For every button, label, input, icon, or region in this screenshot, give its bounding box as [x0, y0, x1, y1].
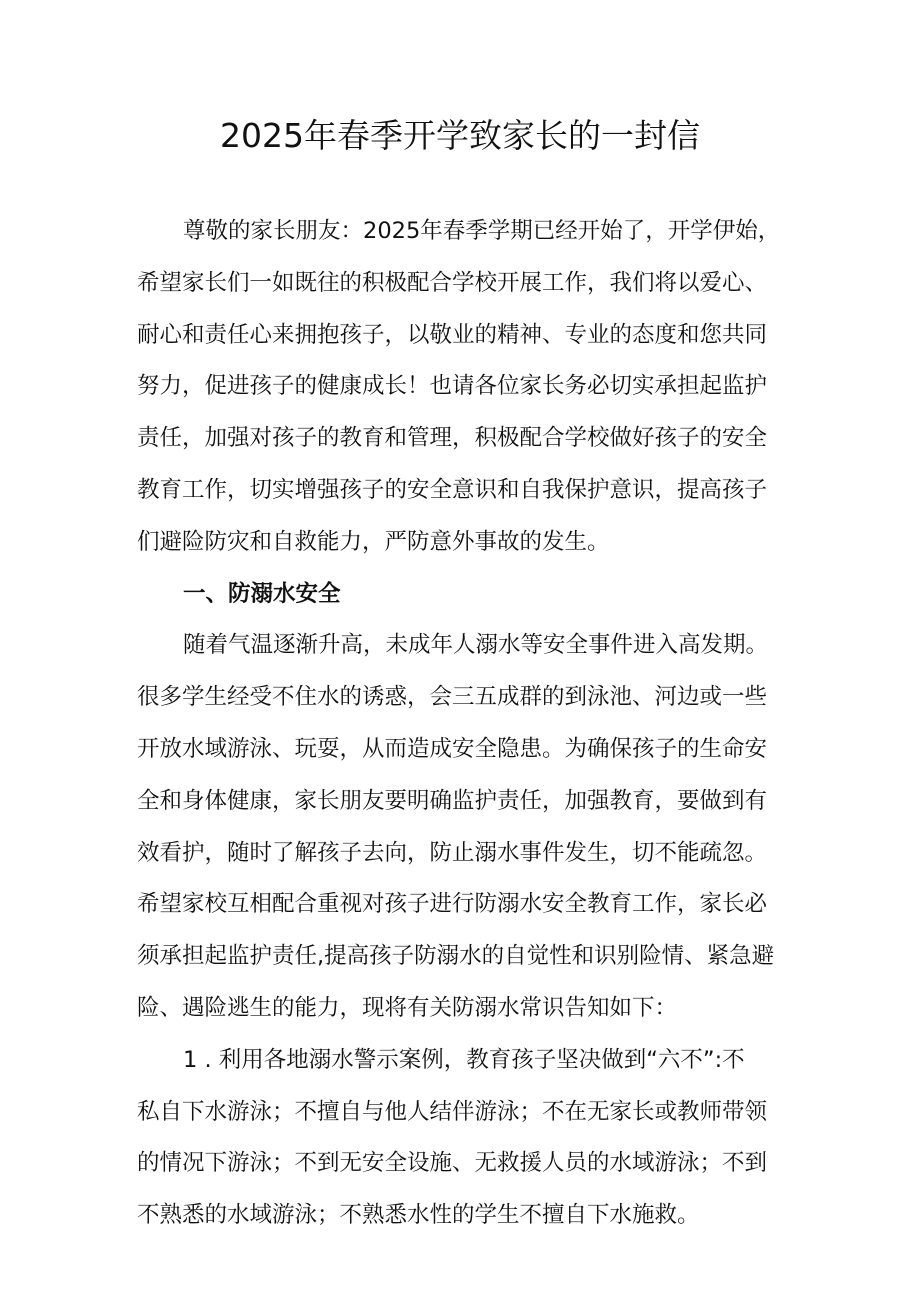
text-line: 效看护，随时了解孩子去向，防止溺水事件发生，切不能疏忽。 [137, 839, 768, 866]
text-line: 随着气温逐渐升高，未成年人溺水等安全事件进入高发期。 [183, 632, 769, 659]
document-body [137, 206, 797, 1242]
text-line: 很多学生经受不住水的诱惑，会三五成群的到泳池、河边或一些 [137, 684, 768, 711]
text-line: 教育工作，切实增强孩子的安全意识和自我保护意识，提高孩子 [137, 476, 768, 503]
text-line: 的情况下游泳；不到无安全设施、无救援人员的水域游泳；不到 [137, 1150, 768, 1177]
text-line: 不熟悉的水域游泳；不熟悉水性的学生不擅自下水施救。 [137, 1202, 700, 1229]
text-line: 尊敬的家长朋友：2025年春季学期已经开始了，开学伊始， [183, 218, 781, 244]
document-title: 2025年春季开学致家长的一封信 [220, 116, 700, 155]
text-line: 希望家长们一如既往的积极配合学校开展工作，我们将以爱心、 [137, 269, 768, 296]
text-line: 努力，促进孩子的健康成长！也请各位家长务必切实承担起监护 [137, 373, 768, 400]
text-line: 们避险防灾和自救能力，严防意外事故的发生。 [137, 528, 610, 555]
text-line: 希望家校互相配合重视对孩子进行防溺水安全教育工作，家长必 [137, 891, 768, 918]
text-line: 私自下水游泳；不擅自与他人结伴游泳；不在无家长或教师带领 [137, 1098, 768, 1125]
text-line: 责任，加强对孩子的教育和管理，积极配合学校做好孩子的安全 [137, 425, 768, 452]
text-line: 1 . 利用各地溺水警示案例，教育孩子坚决做到“六不”:不 [183, 1046, 745, 1073]
text-line: 全和身体健康，家长朋友要明确监护责任，加强教育，要做到有 [137, 787, 768, 814]
section-heading: 一、防溺水安全 [183, 580, 341, 607]
text-line: 须承担起监护责任,提高孩子防溺水的自觉性和识别险情、紧急避 [137, 943, 775, 970]
text-line: 开放水域游泳、玩耍，从而造成安全隐患。为确保孩子的生命安 [137, 735, 768, 762]
text-line: 险、遇险逃生的能力，现将有关防溺水常识告知如下： [137, 994, 678, 1021]
text-line: 耐心和责任心来拥抱孩子，以敬业的精神、专业的态度和您共同 [137, 321, 768, 348]
